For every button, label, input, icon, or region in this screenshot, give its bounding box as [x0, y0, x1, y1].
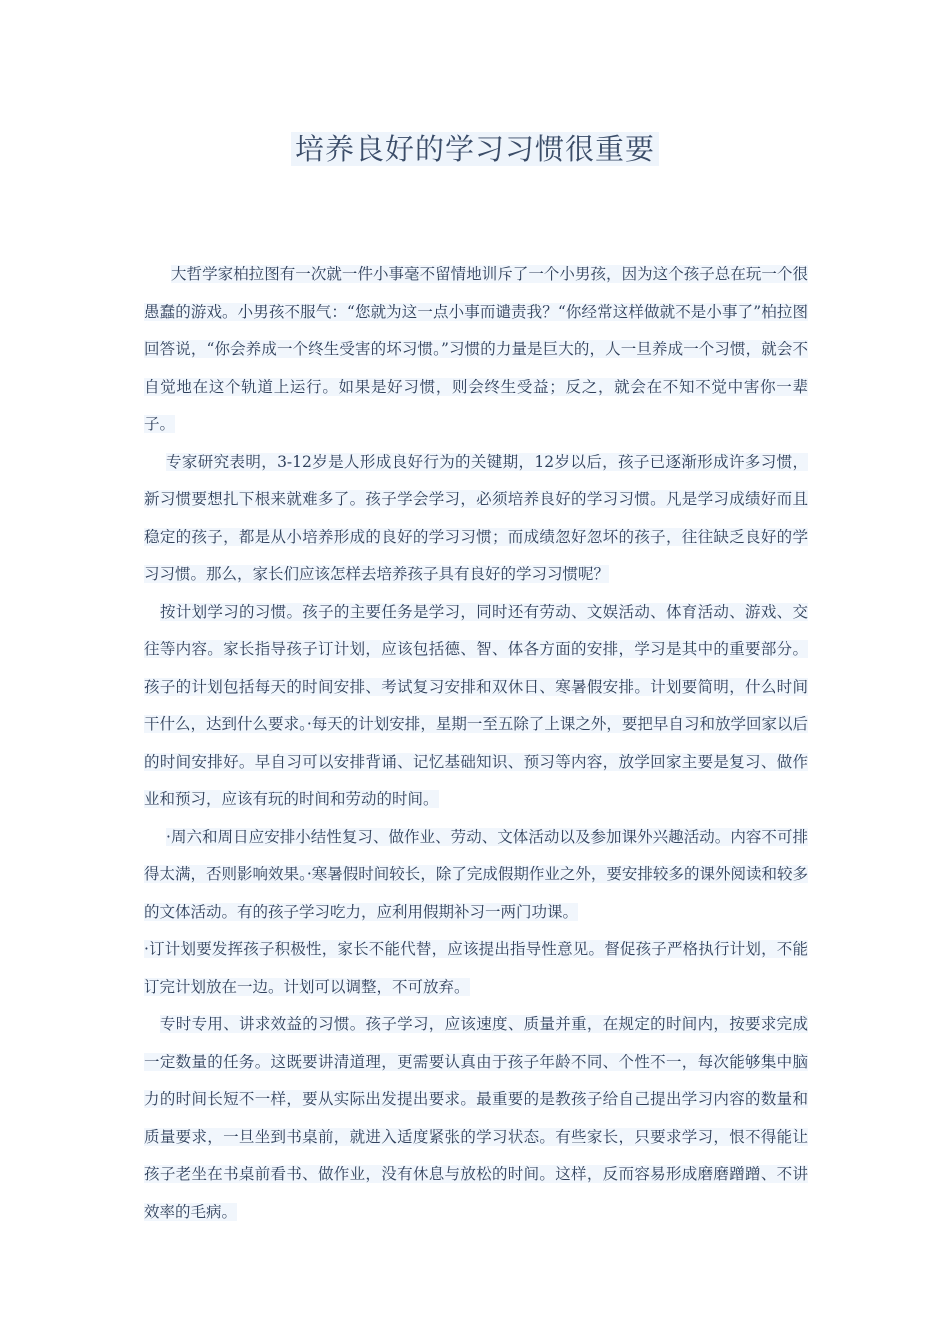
paragraph-text: 专家研究表明，3-12岁是人形成良好行为的关键期，12岁以后，孩子已逐渐形成许多习惯，新习惯要想扎下根来就难多了。孩子学会学习，必须培养良好的学习习惯。凡是学习成绩好而且稳定的孩子，都是从小培养形成的良好的学习习惯；而成绩忽好忽坏的孩子，往往缺乏良好的学习习惯。那么，家长们应该怎样去培养孩子具有良好的学习习惯呢？	[144, 452, 808, 583]
paragraph-text: 大哲学家柏拉图有一次就一件小事毫不留情地训斥了一个小男孩，因为这个孩子总在玩一个很愚蠢的游戏。小男孩不服气：“您就为这一点小事而谴责我？“你经常这样做就不是小事了”柏拉图回答说，“你会养成一个终生受害的坏习惯。”习惯的力量是巨大的，人一旦养成一个习惯，就会不自觉地在这个轨道上运行。如果是好习惯，则会终生受益；反之，就会在不知不觉中害你一辈子。	[144, 265, 808, 433]
document-title	[0, 128, 950, 170]
paragraph-study-plan	[144, 594, 808, 819]
paragraph-text: ·订计划要发挥孩子积极性，家长不能代替，应该提出指导性意见。督促孩子严格执行计划，不能订完计划放在一边。计划可以调整，不可放弃。	[144, 940, 808, 996]
paragraph-expert-research	[144, 444, 808, 594]
paragraph-text: 按计划学习的习惯。孩子的主要任务是学习，同时还有劳动、文娱活动、体育活动、游戏、交往等内容。家长指导孩子订计划，应该包括德、智、体各方面的安排，学习是其中的重要部分。孩子的计划包括每天的时间安排、考试复习安排和双休日、寒暑假安排。计划要简明，什么时间干什么，达到什么要求。·每天的计划安排，星期一至五除了上课之外，要把早自习和放学回家以后的时间安排好。早自习可以安排背诵、记忆基础知识、预习等内容，放学回家主要是复习、做作业和预习，应该有玩的时间和劳动的时间。	[144, 602, 808, 808]
paragraph-text: 专时专用、讲求效益的习惯。孩子学习，应该速度、质量并重，在规定的时间内，按要求完成一定数量的任务。这既要讲清道理，更需要认真由于孩子年龄不同、个性不一，每次能够集中脑力的时间长短不一样，要从实际出发提出要求。最重要的是教孩子给自己提出学习内容的数量和质量要求，一旦坐到书桌前，就进入适度紧张的学习状态。有些家长，只要求学习，恨不得能让孩子老坐在书桌前看书、做作业，没有休息与放松的时间。这样，反而容易形成磨磨蹭蹭、不讲效率的毛病。	[144, 1015, 808, 1221]
paragraph-efficiency	[144, 1006, 808, 1231]
document-title-text: 培养良好的学习习惯很重要	[291, 132, 659, 166]
paragraph-plan-initiative	[144, 931, 808, 1006]
document-body	[144, 256, 808, 1231]
paragraph-text: ·周六和周日应安排小结性复习、做作业、劳动、文体活动以及参加课外兴趣活动。内容不可排得太满，否则影响效果。·寒暑假时间较长，除了完成假期作业之外，要安排较多的课外阅读和较多的文体活动。有的孩子学习吃力，应利用假期补习一两门功课。	[144, 827, 808, 921]
paragraph-weekend-plan	[144, 819, 808, 932]
paragraph-plato-story	[144, 256, 808, 444]
